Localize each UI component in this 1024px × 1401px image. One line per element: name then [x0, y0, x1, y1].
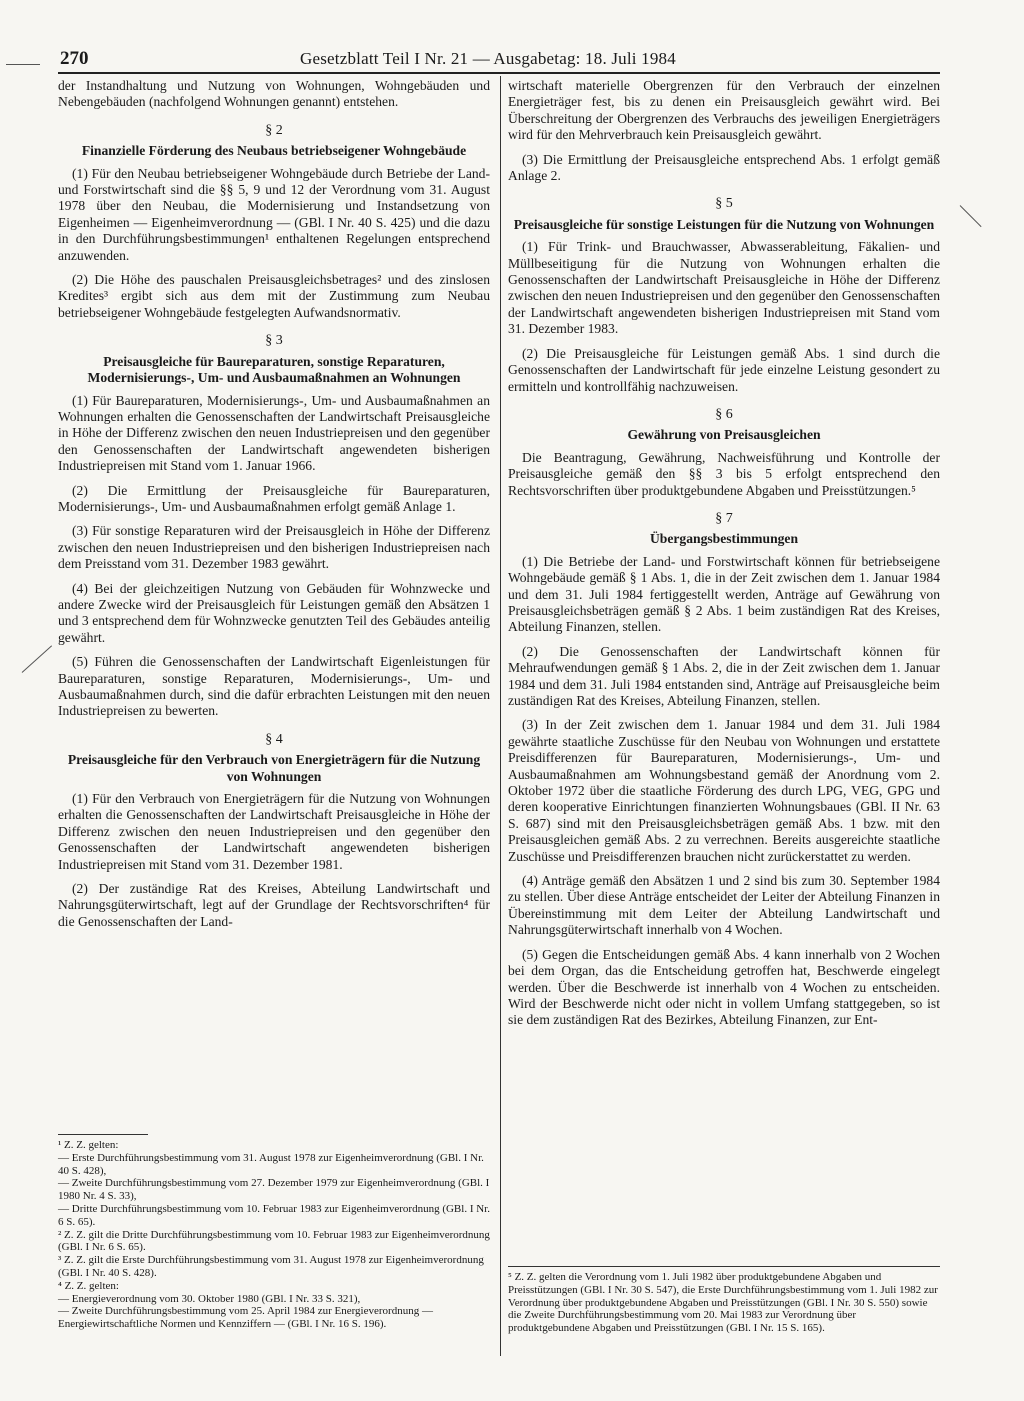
running-title: Gesetzblatt Teil I Nr. 21 — Ausgabetag: 18. Juli 1984	[300, 49, 676, 68]
section-5-para-1: (1) Für Trink- und Brauchwasser, Abwasserableitung, Fäkalien- und Müllbeseitigung für die Nutzung von Wohnungen erhalten die Genossenschaften der Landwirtschaft Preisausgleiche in Höhe der Differenz zwischen den neuen Industriepreisen und den gegenüber den Genossenschaften der Landwirtschaft angewendeten bisherigen Industriepreisen mit Stand vom 31. Dezember 1983.	[508, 239, 940, 337]
section-5-para-2: (2) Die Preisausgleiche für Leistungen gemäß Abs. 1 sind durch die Genossenschaften der Landwirtschaft für jede einzelne Leistung gesondert zu ermitteln und kontrollfähig nachzuweisen.	[508, 345, 940, 394]
footnote-5: ⁵ Z. Z. gelten die Verordnung vom 1. Juli 1982 über produktgebundene Abgaben und Preisstützungen (GBl. I Nr. 30 S. 547), die Erste Durchführungsbestimmung vom 1. Juli 1982 zur Verordnung über produktgebundene Abgaben und Preisstützungen (GBl. I Nr. 30 S. 550) sowie die Zweite Durchführungsbestimmung vom 20. Mai 1983 zur Verordnung über produktgebundene Abgaben und Preisstützungen (GBl. I Nr. 15 S. 165).	[508, 1271, 938, 1335]
section-4-para-2: (2) Der zuständige Rat des Kreises, Abteilung Landwirtschaft und Nahrungsgüterwirtschaft, legt auf der Grundlage der Rechtsvorschriften⁴ für die Genossenschaften der Land-	[58, 881, 490, 929]
section-7-para-1: (1) Die Betriebe der Land- und Forstwirtschaft können für betriebseigene Wohngebäude gemäß § 1 Abs. 1, die in der Zeit zwischen dem 1. Januar 1984 und dem 31. Juli 1984 fertiggestellt werden, Anträge auf Gewährung von Preisausgleichsbeträgen gemäß § 2 Abs. 1 beim zuständigen Rat des Kreises, Abteilung Finanzen, stellen.	[508, 553, 940, 635]
footnote-1-head: ¹ Z. Z. gelten:	[58, 1139, 119, 1151]
section-5-title: Preisausgleiche für sonstige Leistungen für die Nutzung von Wohnungen	[513, 216, 935, 232]
section-5-number: § 5	[715, 196, 733, 212]
section-4-para-1: (1) Für den Verbrauch von Energieträgern für die Nutzung von Wohnungen erhalten die Genossenschaften der Landwirtschaft Preisausgleiche in Höhe der Differenz zwischen den neuen Industriepreisen und den gegenüber den Genossenschaften der Landwirtschaft angewendeten bisherigen Industriepreisen mit Stand vom 31. Dezember 1981.	[58, 791, 490, 872]
footnote-4-item: — Energieverordnung vom 30. Oktober 1980 (GBl. I Nr. 33 S. 321),	[58, 1292, 361, 1305]
footnote-1-item: — Zweite Durchführungsbestimmung vom 27. Dezember 1979 zur Eigenheimverordnung (GBl. I 1980 Nr. 4 S. 33),	[58, 1177, 490, 1203]
left-column	[58, 78, 490, 938]
section-4-number: § 4	[265, 731, 283, 747]
section-7-para-3: (3) In der Zeit zwischen dem 1. Januar 1984 und dem 31. Juli 1984 gewährte staatliche Zuschüsse für den Neubau von Wohnungen und erstattete Preisdifferenzen für Baureparaturen, Modernisierungs-, Um- und Ausbaumaßnahmen am Wohnungsbestand gemäß der Anordnung vom 2. Oktober 1972 über die staatliche Förderung des durch LPG, VEG, GPG und deren kooperative Einrichtungen finanzierten Wohnungsbaues (GBl. II Nr. 63 S. 687) sind mit den Preisausgleichsbeträgen gemäß Abs. 1 bzw. mit den Preisausgleichen gemäß Abs. 2 zu verrechnen. Bereits ausgereichte staatliche Zuschüsse und Preisdifferenzen brauchen nicht zurückerstattet zu werden.	[508, 717, 940, 864]
section-2-title: Finanzielle Förderung des Neubaus betriebseigener Wohngebäude	[81, 143, 467, 159]
section-6-para-1: Die Beantragung, Gewährung, Nachweisführung und Kontrolle der Preisausgleiche gemäß den §§ 3 bis 5 erfolgt entsprechend den Rechtsvorschriften über produktgebundene Abgaben und Preisstützungen.⁵	[508, 449, 940, 498]
footnote-3: ³ Z. Z. gilt die Erste Durchführungsbestimmung vom 31. August 1978 zur Eigenheimverordnung (GBl. I Nr. 40 S. 428).	[58, 1254, 484, 1279]
footnote-4-list	[58, 1293, 490, 1331]
section-2-para-1: (1) Für den Neubau betriebseigener Wohngebäude durch Betriebe der Land- und Forstwirtschaft sind die §§ 5, 9 und 12 der Verordnung vom 31. August 1978 über den Neubau, die Modernisierung und Instandsetzung von Eigenheimen — Eigenheimverordnung — (GBl. I Nr. 40 S. 425) und die dazu in den Durchführungsbestimmungen¹ enthaltenen Regelungen entsprechend anzuwenden.	[58, 165, 490, 263]
section-6-number: § 6	[715, 406, 733, 422]
section-7-para-4: (4) Anträge gemäß den Absätzen 1 und 2 sind bis zum 30. September 1984 zu stellen. Über diese Anträge entscheidet der Leiter der Abteilung Finanzen in Übereinstimmung mit dem Leiter der Abteilung Landwirtschaft und Nahrungsgüterwirtschaft innerhalb von 4 Wochen.	[508, 873, 940, 938]
left-footnotes	[58, 1128, 490, 1331]
margin-mark-right	[960, 205, 982, 227]
section-3-para-1: (1) Für Baureparaturen, Modernisierungs-, Um- und Ausbaumaßnahmen an Wohnungen erhalten die Genossenschaften der Landwirtschaft Preisausgleiche in Höhe der Differenz zwischen den neuen Industriepreisen und den gegenüber den Genossenschaften der Landwirtschaft angewendeten bisherigen Industriepreisen mit Stand vom 1. Januar 1966.	[58, 392, 490, 474]
section-7-number: § 7	[715, 510, 733, 526]
footnote-4-head: ⁴ Z. Z. gelten:	[58, 1279, 119, 1292]
right-continuation: wirtschaft materielle Obergrenzen für den Verbrauch der einzelnen Energieträger fest, bis zu denen ein Preisausgleich gewährt wird. Bei Überschreitung der Obergrenzen des Verbrauchs des jeweiligen Energieträgers wird für den Mehrverbrauch kein Preisausgleich gewährt.	[508, 78, 940, 143]
section-4-para-3: (3) Die Ermittlung der Preisausgleiche entsprechend Abs. 1 erfolgt gemäß Anlage 2.	[508, 151, 940, 184]
footnote-4-item: — Zweite Durchführungsbestimmung vom 25. April 1984 zur Energieverordnung — Energiewirtschaftliche Normen und Kennziffern — (GBl. I Nr. 16 S. 196).	[58, 1305, 433, 1331]
right-footnote	[508, 1266, 940, 1335]
right-column	[508, 78, 940, 1037]
section-3-para-2: (2) Die Ermittlung der Preisausgleiche für Baureparaturen, Modernisierungs-, Um- und Ausbaumaßnahmen erfolgt gemäß Anlage 1.	[58, 482, 490, 514]
footnote-1-item: — Erste Durchführungsbestimmung vom 31. August 1978 zur Eigenheimverordnung (GBl. I Nr. 40 S. 428),	[58, 1151, 484, 1177]
margin-mark-top	[6, 64, 40, 65]
section-7-title: Übergangsbestimmungen	[649, 531, 799, 547]
margin-mark-left	[22, 645, 52, 673]
section-2-number: § 2	[265, 122, 283, 138]
section-3-title: Preisausgleiche für Baureparaturen, sonstige Reparaturen, Modernisierungs-, Um- und Ausbaumaßnahmen an Wohnungen	[87, 353, 461, 386]
page-number: 270	[60, 48, 89, 69]
section-6-title: Gewährung von Preisausgleichen	[627, 427, 821, 443]
section-3-para-5: (5) Führen die Genossenschaften der Landwirtschaft Eigenleistungen für Baureparaturen, sonstige Reparaturen, Modernisierungs-, Um- und Ausbaumaßnahmen durch, sind die dafür erbrachten Leistungen mit den neuen Industriepreisen zu bewerten.	[58, 654, 490, 719]
section-3-para-3: (3) Für sonstige Reparaturen wird der Preisausgleich in Höhe der Differenz zwischen den neuen Industriepreisen und den bisherigen Industriepreisen nach dem Preisstand vom 31. Dezember 1983 gewährt.	[58, 523, 490, 572]
footnote-2: ² Z. Z. gilt die Dritte Durchführungsbestimmung vom 10. Februar 1983 zur Eigenheimverordnung (GBl. I Nr. 6 S. 65).	[58, 1228, 490, 1254]
section-2-para-2: (2) Die Höhe des pauschalen Preisausgleichsbetrages² und des zinslosen Kredites³ ergibt sich aus dem mit der Zustimmung zum Neubau betriebseigener Wohngebäude festgelegten Aufwandsnormativ.	[58, 272, 490, 320]
page-header	[60, 48, 940, 72]
section-3-para-4: (4) Bei der gleichzeitigen Nutzung von Gebäuden für Wohnzwecke und andere Zwecke wird der Preisausgleich für Leistungen gemäß den Absätzen 1 und 3 entsprechend dem für Wohnzwecke genutzten Teil des Gebäudes anteilig gewährt.	[58, 580, 490, 645]
footnote-1-item: — Dritte Durchführungsbestimmung vom 10. Februar 1983 zur Eigenheimverordnung (GBl. I Nr. 6 S. 65).	[58, 1202, 490, 1228]
footnote-1-list	[58, 1152, 490, 1229]
footnote-rule	[58, 1134, 148, 1135]
section-7-para-5: (5) Gegen die Entscheidungen gemäß Abs. 4 kann innerhalb von 2 Wochen bei dem Organ, das die Entscheidung getroffen hat, Beschwerde eingelegt werden. Über die Beschwerde ist innerhalb von 4 Wochen zu entscheiden. Wird der Beschwerde nicht oder nicht in vollem Umfang stattgegeben, so ist sie dem zuständigen Rat des Bezirkes, Abteilung Finanzen, zur Ent-	[508, 946, 940, 1028]
section-7-para-2: (2) Die Genossenschaften der Landwirtschaft können für Mehraufwendungen gemäß § 1 Abs. 2, die in der Zeit zwischen dem 1. Januar 1984 und dem 31. Juli 1984 entstanden sind, Anträge auf Preisausgleiche beim zuständigen Rat des Kreises, Abteilung Finanzen, stellen.	[508, 643, 940, 708]
section-3-number: § 3	[265, 333, 283, 349]
header-rule	[58, 72, 940, 74]
left-intro: der Instandhaltung und Nutzung von Wohnungen, Wohngebäuden und Nebengebäuden (nachfolgend Wohnungen genannt) entstehen.	[58, 78, 490, 110]
column-divider	[500, 76, 501, 1356]
section-4-title: Preisausgleiche für den Verbrauch von Energieträgern für die Nutzung von Wohnungen	[67, 752, 481, 784]
